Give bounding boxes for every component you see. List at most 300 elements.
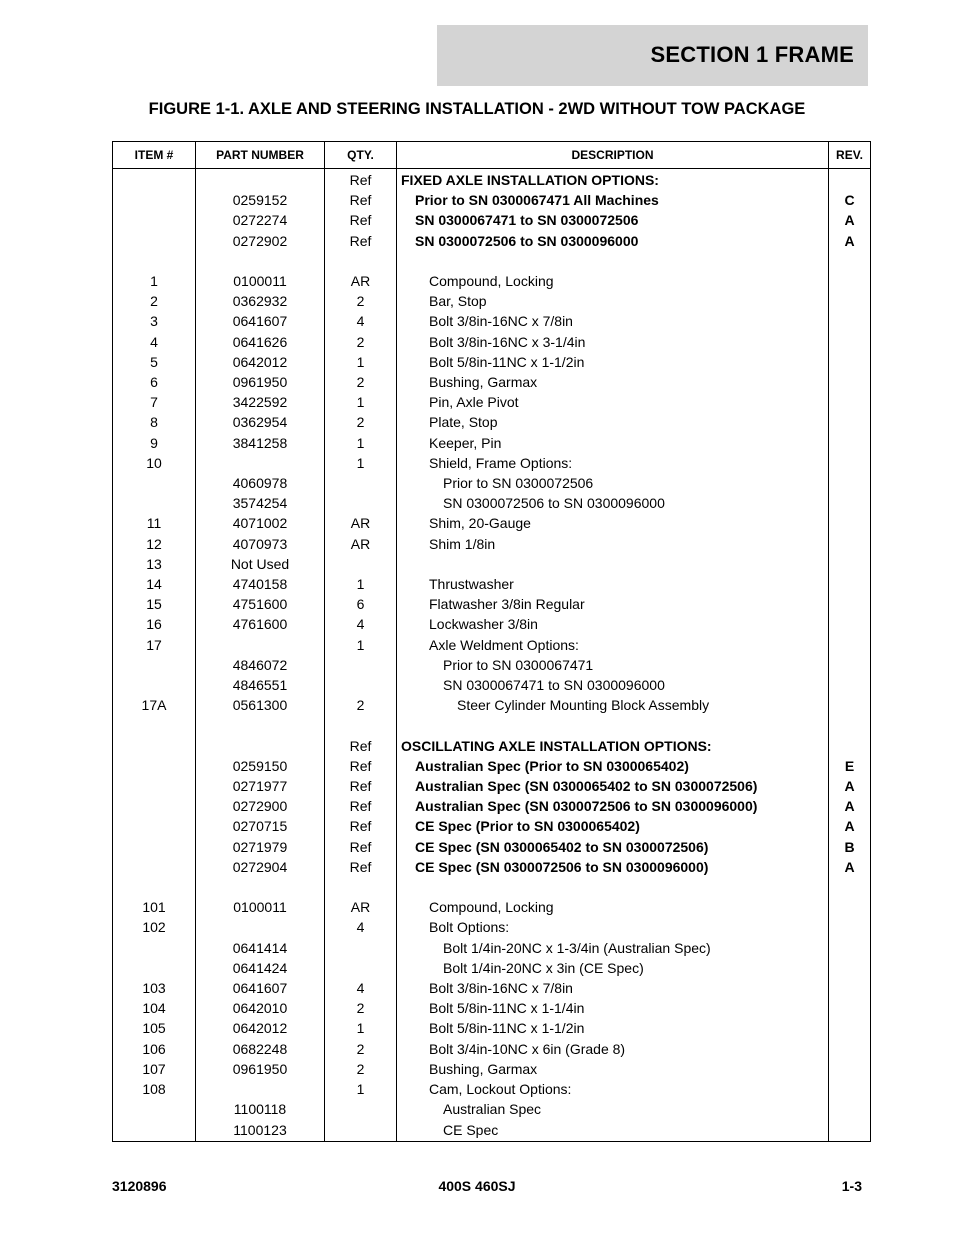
table-row [113, 675, 871, 695]
table-row [113, 877, 871, 897]
qty-cell [325, 554, 397, 574]
qty-cell: Ref [325, 231, 397, 251]
table-row [113, 190, 871, 210]
qty-cell: Ref [325, 816, 397, 836]
item-cell: 16 [113, 614, 196, 634]
part-number-cell: 3841258 [196, 433, 325, 453]
rev-cell [829, 271, 871, 291]
qty-cell: 2 [325, 332, 397, 352]
part-number-cell [196, 715, 325, 735]
item-cell [113, 958, 196, 978]
rev-cell: A [829, 857, 871, 877]
description-cell: Australian Spec [397, 1099, 829, 1119]
qty-cell: Ref [325, 837, 397, 857]
description-cell: Bolt 1/4in-20NC x 3in (CE Spec) [397, 958, 829, 978]
rev-cell [829, 493, 871, 513]
rev-cell [829, 412, 871, 432]
description-cell: Bar, Stop [397, 291, 829, 311]
qty-cell: Ref [325, 796, 397, 816]
part-number-cell: 0270715 [196, 816, 325, 836]
qty-cell: Ref [325, 190, 397, 210]
rev-cell [829, 655, 871, 675]
item-cell [113, 816, 196, 836]
part-number-cell: 1100118 [196, 1099, 325, 1119]
rev-cell [829, 614, 871, 634]
description-cell: Shim 1/8in [397, 534, 829, 554]
item-cell: 5 [113, 352, 196, 372]
rev-cell [829, 554, 871, 574]
qty-cell: Ref [325, 169, 397, 191]
description-cell: Plate, Stop [397, 412, 829, 432]
item-cell [113, 675, 196, 695]
description-cell: Axle Weldment Options: [397, 635, 829, 655]
description-cell: SN 0300072506 to SN 0300096000 [397, 231, 829, 251]
qty-cell: 2 [325, 998, 397, 1018]
part-number-cell: 0641424 [196, 958, 325, 978]
part-number-cell: 0259150 [196, 756, 325, 776]
description-cell: CE Spec (SN 0300065402 to SN 0300072506) [397, 837, 829, 857]
part-number-cell: Not Used [196, 554, 325, 574]
table-row [113, 574, 871, 594]
rev-cell [829, 715, 871, 735]
rev-cell [829, 372, 871, 392]
description-cell: Cam, Lockout Options: [397, 1079, 829, 1099]
table-row [113, 433, 871, 453]
part-number-cell [196, 251, 325, 271]
rev-cell [829, 352, 871, 372]
item-cell [113, 736, 196, 756]
item-cell: 104 [113, 998, 196, 1018]
part-number-cell: 0272902 [196, 231, 325, 251]
item-cell [113, 857, 196, 877]
qty-cell: 1 [325, 453, 397, 473]
item-cell: 14 [113, 574, 196, 594]
rev-cell: A [829, 816, 871, 836]
description-cell: FIXED AXLE INSTALLATION OPTIONS: [397, 169, 829, 191]
item-cell: 17 [113, 635, 196, 655]
rev-cell [829, 473, 871, 493]
description-cell [397, 554, 829, 574]
item-cell: 7 [113, 392, 196, 412]
rev-cell: A [829, 231, 871, 251]
part-number-cell: 0642012 [196, 1018, 325, 1038]
part-number-cell [196, 453, 325, 473]
table-body [113, 169, 871, 1142]
rev-cell [829, 1120, 871, 1142]
part-number-cell [196, 635, 325, 655]
description-cell: Australian Spec (SN 0300072506 to SN 0300096000) [397, 796, 829, 816]
description-cell [397, 877, 829, 897]
table-row [113, 655, 871, 675]
item-cell [113, 231, 196, 251]
rev-cell [829, 392, 871, 412]
rev-cell [829, 311, 871, 331]
rev-cell: B [829, 837, 871, 857]
item-cell [113, 796, 196, 816]
part-number-cell: 0272274 [196, 210, 325, 230]
description-cell: Bolt 3/8in-16NC x 3-1/4in [397, 332, 829, 352]
description-cell: Shield, Frame Options: [397, 453, 829, 473]
part-number-cell: 4070973 [196, 534, 325, 554]
qty-cell: Ref [325, 857, 397, 877]
part-number-cell: 0641626 [196, 332, 325, 352]
rev-cell [829, 513, 871, 533]
column-header-description: DESCRIPTION [397, 142, 829, 169]
rev-cell [829, 998, 871, 1018]
rev-cell [829, 897, 871, 917]
qty-cell: 4 [325, 614, 397, 634]
table-row [113, 392, 871, 412]
rev-cell [829, 695, 871, 715]
item-cell [113, 493, 196, 513]
qty-cell [325, 251, 397, 271]
table-row [113, 614, 871, 634]
item-cell: 10 [113, 453, 196, 473]
part-number-cell: 4740158 [196, 574, 325, 594]
qty-cell [325, 958, 397, 978]
part-number-cell: 0362954 [196, 412, 325, 432]
qty-cell: Ref [325, 776, 397, 796]
part-number-cell [196, 917, 325, 937]
column-header-rev: REV. [829, 142, 871, 169]
table-row [113, 1039, 871, 1059]
description-cell: Shim, 20-Gauge [397, 513, 829, 533]
item-cell [113, 756, 196, 776]
table-row [113, 635, 871, 655]
part-number-cell: 0641414 [196, 938, 325, 958]
item-cell [113, 473, 196, 493]
part-number-cell: 0271979 [196, 837, 325, 857]
item-cell: 103 [113, 978, 196, 998]
item-cell [113, 169, 196, 191]
item-cell: 107 [113, 1059, 196, 1079]
item-cell [113, 1120, 196, 1142]
item-cell [113, 715, 196, 735]
table-row [113, 453, 871, 473]
description-cell: Bushing, Garmax [397, 372, 829, 392]
qty-cell [325, 715, 397, 735]
part-number-cell: 0100011 [196, 897, 325, 917]
qty-cell: AR [325, 271, 397, 291]
part-number-cell: 0641607 [196, 978, 325, 998]
rev-cell [829, 635, 871, 655]
table-header-row [113, 142, 871, 169]
table-row [113, 857, 871, 877]
rev-cell [829, 291, 871, 311]
description-cell: Bolt 5/8in-11NC x 1-1/4in [397, 998, 829, 1018]
qty-cell: Ref [325, 736, 397, 756]
qty-cell: 1 [325, 392, 397, 412]
qty-cell [325, 473, 397, 493]
qty-cell: 1 [325, 433, 397, 453]
table-row [113, 917, 871, 937]
description-cell: Bolt 1/4in-20NC x 1-3/4in (Australian Spec) [397, 938, 829, 958]
figure-title: FIGURE 1-1. AXLE AND STEERING INSTALLATION - 2WD WITHOUT TOW PACKAGE [148, 100, 806, 118]
qty-cell: AR [325, 897, 397, 917]
item-cell: 13 [113, 554, 196, 574]
part-number-cell: 0362932 [196, 291, 325, 311]
qty-cell: 1 [325, 1079, 397, 1099]
part-number-cell: 1100123 [196, 1120, 325, 1142]
rev-cell [829, 1099, 871, 1119]
item-cell: 108 [113, 1079, 196, 1099]
section-banner [437, 25, 868, 86]
rev-cell [829, 574, 871, 594]
description-cell: Bolt 5/8in-11NC x 1-1/2in [397, 1018, 829, 1038]
part-number-cell: 4846072 [196, 655, 325, 675]
footer-model: 400S 460SJ [438, 1178, 516, 1194]
qty-cell: 2 [325, 412, 397, 432]
qty-cell [325, 1120, 397, 1142]
part-number-cell: 0272900 [196, 796, 325, 816]
qty-cell [325, 938, 397, 958]
description-cell: SN 0300072506 to SN 0300096000 [397, 493, 829, 513]
rev-cell [829, 958, 871, 978]
description-cell: Australian Spec (SN 0300065402 to SN 0300072506) [397, 776, 829, 796]
description-cell: CE Spec (Prior to SN 0300065402) [397, 816, 829, 836]
description-cell: Prior to SN 0300072506 [397, 473, 829, 493]
part-number-cell: 0961950 [196, 372, 325, 392]
part-number-cell [196, 736, 325, 756]
item-cell: 6 [113, 372, 196, 392]
table-row [113, 958, 871, 978]
qty-cell [325, 655, 397, 675]
item-cell [113, 210, 196, 230]
part-number-cell [196, 877, 325, 897]
description-cell: Bushing, Garmax [397, 1059, 829, 1079]
table-row [113, 210, 871, 230]
rev-cell [829, 594, 871, 614]
description-cell: Compound, Locking [397, 897, 829, 917]
part-number-cell [196, 1079, 325, 1099]
qty-cell: 1 [325, 1018, 397, 1038]
qty-cell: 2 [325, 1039, 397, 1059]
qty-cell: 2 [325, 372, 397, 392]
part-number-cell: 4761600 [196, 614, 325, 634]
description-cell: CE Spec [397, 1120, 829, 1142]
rev-cell [829, 675, 871, 695]
rev-cell [829, 1059, 871, 1079]
part-number-cell: 0642012 [196, 352, 325, 372]
rev-cell: A [829, 776, 871, 796]
item-cell: 3 [113, 311, 196, 331]
table-row [113, 776, 871, 796]
qty-cell: Ref [325, 210, 397, 230]
item-cell: 106 [113, 1039, 196, 1059]
table-row [113, 473, 871, 493]
part-number-cell: 0272904 [196, 857, 325, 877]
description-cell: SN 0300067471 to SN 0300072506 [397, 210, 829, 230]
table-row [113, 311, 871, 331]
table-row [113, 715, 871, 735]
table-row [113, 231, 871, 251]
qty-cell: 1 [325, 635, 397, 655]
table-row [113, 554, 871, 574]
description-cell: Bolt Options: [397, 917, 829, 937]
part-number-cell: 0259152 [196, 190, 325, 210]
part-number-cell: 3574254 [196, 493, 325, 513]
description-cell: Australian Spec (Prior to SN 0300065402) [397, 756, 829, 776]
rev-cell [829, 736, 871, 756]
table-row [113, 796, 871, 816]
table-row [113, 513, 871, 533]
table-row [113, 1059, 871, 1079]
table-row [113, 291, 871, 311]
part-number-cell: 4751600 [196, 594, 325, 614]
item-cell [113, 251, 196, 271]
item-cell [113, 190, 196, 210]
item-cell: 9 [113, 433, 196, 453]
footer-page-number: 1-3 [841, 1178, 862, 1194]
table-row [113, 1120, 871, 1142]
part-number-cell: 4071002 [196, 513, 325, 533]
table-row [113, 412, 871, 432]
qty-cell: Ref [325, 756, 397, 776]
description-cell: Pin, Axle Pivot [397, 392, 829, 412]
item-cell: 105 [113, 1018, 196, 1038]
item-cell [113, 655, 196, 675]
part-number-cell: 0561300 [196, 695, 325, 715]
table-row [113, 998, 871, 1018]
table-row [113, 1079, 871, 1099]
qty-cell: AR [325, 534, 397, 554]
part-number-cell: 0642010 [196, 998, 325, 1018]
rev-cell [829, 877, 871, 897]
description-cell: SN 0300067471 to SN 0300096000 [397, 675, 829, 695]
item-cell: 102 [113, 917, 196, 937]
rev-cell [829, 534, 871, 554]
qty-cell [325, 1099, 397, 1119]
rev-cell [829, 169, 871, 191]
table-row [113, 1018, 871, 1038]
rev-cell [829, 978, 871, 998]
part-number-cell: 0682248 [196, 1039, 325, 1059]
qty-cell: 6 [325, 594, 397, 614]
part-number-cell: 0961950 [196, 1059, 325, 1079]
qty-cell: 4 [325, 917, 397, 937]
part-number-cell: 0641607 [196, 311, 325, 331]
column-header-qty: QTY. [325, 142, 397, 169]
description-cell: Keeper, Pin [397, 433, 829, 453]
description-cell: Thrustwasher [397, 574, 829, 594]
description-cell: OSCILLATING AXLE INSTALLATION OPTIONS: [397, 736, 829, 756]
item-cell: 12 [113, 534, 196, 554]
item-cell [113, 1099, 196, 1119]
description-cell: Bolt 3/4in-10NC x 6in (Grade 8) [397, 1039, 829, 1059]
rev-cell [829, 917, 871, 937]
table-row [113, 534, 871, 554]
table-row [113, 352, 871, 372]
description-cell [397, 715, 829, 735]
table-row [113, 169, 871, 191]
description-cell [397, 251, 829, 271]
part-number-cell: 4060978 [196, 473, 325, 493]
qty-cell: 1 [325, 352, 397, 372]
rev-cell [829, 332, 871, 352]
part-number-cell [196, 169, 325, 191]
rev-cell: A [829, 210, 871, 230]
qty-cell: 4 [325, 978, 397, 998]
description-cell: Lockwasher 3/8in [397, 614, 829, 634]
item-cell [113, 877, 196, 897]
rev-cell [829, 938, 871, 958]
table-row [113, 372, 871, 392]
item-cell: 17A [113, 695, 196, 715]
table-row [113, 736, 871, 756]
item-cell [113, 938, 196, 958]
parts-table [112, 141, 871, 1142]
part-number-cell: 4846551 [196, 675, 325, 695]
table-row [113, 493, 871, 513]
part-number-cell: 0100011 [196, 271, 325, 291]
table-row [113, 938, 871, 958]
table-row [113, 251, 871, 271]
qty-cell: 4 [325, 311, 397, 331]
qty-cell: 2 [325, 1059, 397, 1079]
column-header-part-number: PART NUMBER [196, 142, 325, 169]
rev-cell: A [829, 796, 871, 816]
footer-document-number: 3120896 [112, 1178, 167, 1194]
item-cell: 101 [113, 897, 196, 917]
item-cell: 8 [113, 412, 196, 432]
table-row [113, 897, 871, 917]
qty-cell [325, 877, 397, 897]
table-row [113, 332, 871, 352]
description-cell: Flatwasher 3/8in Regular [397, 594, 829, 614]
description-cell: Steer Cylinder Mounting Block Assembly [397, 695, 829, 715]
table-row [113, 978, 871, 998]
table-row [113, 594, 871, 614]
section-title: SECTION 1 FRAME [650, 42, 854, 67]
table-row [113, 1099, 871, 1119]
item-cell: 4 [113, 332, 196, 352]
rev-cell: E [829, 756, 871, 776]
qty-cell [325, 675, 397, 695]
qty-cell: 2 [325, 291, 397, 311]
description-cell: Bolt 5/8in-11NC x 1-1/2in [397, 352, 829, 372]
item-cell: 2 [113, 291, 196, 311]
description-cell: Compound, Locking [397, 271, 829, 291]
qty-cell: 1 [325, 574, 397, 594]
rev-cell [829, 433, 871, 453]
item-cell: 1 [113, 271, 196, 291]
rev-cell: C [829, 190, 871, 210]
qty-cell: 2 [325, 695, 397, 715]
item-cell [113, 837, 196, 857]
qty-cell [325, 493, 397, 513]
description-cell: Bolt 3/8in-16NC x 7/8in [397, 978, 829, 998]
description-cell: Prior to SN 0300067471 All Machines [397, 190, 829, 210]
part-number-cell: 3422592 [196, 392, 325, 412]
rev-cell [829, 453, 871, 473]
part-number-cell: 0271977 [196, 776, 325, 796]
table-row [113, 816, 871, 836]
qty-cell: AR [325, 513, 397, 533]
description-cell: CE Spec (SN 0300072506 to SN 0300096000) [397, 857, 829, 877]
table-row [113, 837, 871, 857]
table-row [113, 695, 871, 715]
rev-cell [829, 1039, 871, 1059]
table-row [113, 756, 871, 776]
description-cell: Bolt 3/8in-16NC x 7/8in [397, 311, 829, 331]
description-cell: Prior to SN 0300067471 [397, 655, 829, 675]
item-cell: 15 [113, 594, 196, 614]
item-cell: 11 [113, 513, 196, 533]
rev-cell [829, 1079, 871, 1099]
column-header-item: ITEM # [113, 142, 196, 169]
table-row [113, 271, 871, 291]
item-cell [113, 776, 196, 796]
